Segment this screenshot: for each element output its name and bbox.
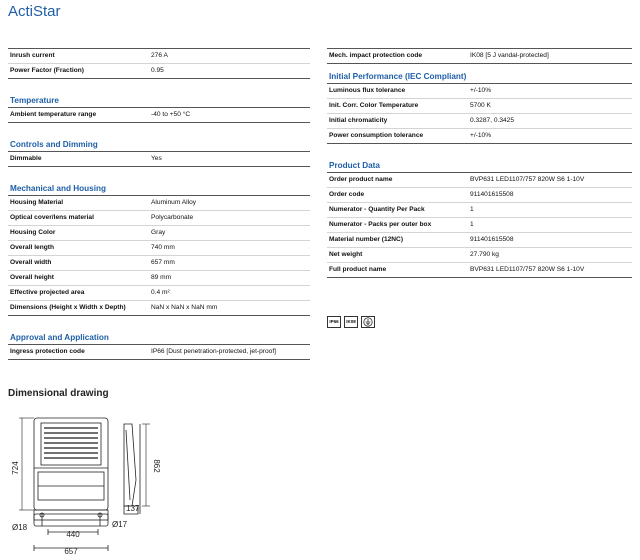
spec-row <box>8 196 310 211</box>
section-approval: Approval and Application <box>8 331 310 345</box>
dimensional-drawing <box>8 410 188 560</box>
spec-row <box>327 248 632 263</box>
spec-row <box>8 271 310 286</box>
inner-width-label: 440 <box>66 530 80 539</box>
spec-key: Init. Corr. Color Temperature <box>327 99 468 114</box>
spec-key: Housing Color <box>8 226 149 241</box>
section-performance: Initial Performance (IEC Compliant) <box>327 70 632 84</box>
side-view <box>124 424 140 514</box>
spec-value: 27.790 kg <box>468 248 632 263</box>
spec-key: Luminous flux tolerance <box>327 84 468 99</box>
hole1-label: Ø18 <box>12 523 28 532</box>
spec-key: Overall height <box>8 271 149 286</box>
height-label: 724 <box>11 461 20 475</box>
spec-key: Material number (12NC) <box>327 233 468 248</box>
temperature-table <box>8 108 310 123</box>
hole2-label: Ø17 <box>112 520 128 529</box>
spec-value: 1 <box>468 203 632 218</box>
mechanical-table <box>8 196 310 316</box>
spec-row <box>327 203 632 218</box>
spec-row <box>327 49 632 64</box>
spec-key: Power consumption tolerance <box>327 129 468 144</box>
spec-key: Power Factor (Fraction) <box>8 64 149 79</box>
spec-key: Net weight <box>327 248 468 263</box>
spec-value: +/-10% <box>468 129 632 144</box>
depth-label: 137 <box>126 504 140 513</box>
section-controls: Controls and Dimming <box>8 138 310 152</box>
width-label: 657 <box>64 547 78 555</box>
spec-row <box>8 64 310 79</box>
spec-value: +/-10% <box>468 84 632 99</box>
spec-key: Housing Material <box>8 196 149 211</box>
spec-row <box>327 263 632 278</box>
spec-row <box>327 173 632 188</box>
section-temperature: Temperature <box>8 94 310 108</box>
spec-row <box>8 256 310 271</box>
front-view <box>34 418 108 520</box>
spec-value: -40 to +50 °C <box>149 108 310 123</box>
spec-value: 657 mm <box>149 256 310 271</box>
spec-value: Aluminum Alloy <box>149 196 310 211</box>
spec-key: Optical cover/lens material <box>8 211 149 226</box>
spec-row <box>8 211 310 226</box>
section-mechanical: Mechanical and Housing <box>8 182 310 196</box>
spec-key: Order code <box>327 188 468 203</box>
spec-row <box>327 114 632 129</box>
spec-row <box>8 241 310 256</box>
left-column <box>8 48 310 360</box>
spec-value: BVP631 LED1107/757 820W S6 1-10V <box>468 173 632 188</box>
spec-row <box>327 99 632 114</box>
spec-row <box>327 233 632 248</box>
impact-table <box>327 49 632 64</box>
spec-row <box>327 129 632 144</box>
ik08-icon: IK08 <box>344 316 358 328</box>
spec-key: Initial chromaticity <box>327 114 468 129</box>
spec-value: 276 A <box>149 49 310 64</box>
spec-key: Effective projected area <box>8 286 149 301</box>
spec-value: BVP631 LED1107/757 820W S6 1-10V <box>468 263 632 278</box>
right-column <box>327 48 632 278</box>
certification-icons <box>327 316 375 328</box>
spec-value: 911401615508 <box>468 188 632 203</box>
earth-icon <box>361 316 375 328</box>
spec-row <box>8 226 310 241</box>
page-title: ActiStar <box>8 3 61 20</box>
spec-key: Dimmable <box>8 152 149 167</box>
product-table <box>327 173 632 278</box>
dimensional-drawing-title: Dimensional drawing <box>8 388 109 399</box>
spec-value: 1 <box>468 218 632 233</box>
spec-value: 740 mm <box>149 241 310 256</box>
spec-value: 5700 K <box>468 99 632 114</box>
section-product: Product Data <box>327 159 632 173</box>
electrical-table <box>8 49 310 79</box>
spec-row <box>8 301 310 316</box>
spec-row <box>8 286 310 301</box>
spec-key: Numerator - Packs per outer box <box>327 218 468 233</box>
spec-value: 0.95 <box>149 64 310 79</box>
spec-row <box>8 49 310 64</box>
side-height-label: 862 <box>152 459 161 473</box>
spec-value: 89 mm <box>149 271 310 286</box>
spec-row <box>327 84 632 99</box>
spec-key: Mech. impact protection code <box>327 49 468 64</box>
controls-table <box>8 152 310 167</box>
ip66-icon: IP66 <box>327 316 341 328</box>
approval-table <box>8 345 310 360</box>
spec-value: 0.4 m² <box>149 286 310 301</box>
spec-key: Overall length <box>8 241 149 256</box>
spec-row <box>8 345 310 360</box>
spec-value: Polycarbonate <box>149 211 310 226</box>
spec-value: NaN x NaN x NaN mm <box>149 301 310 316</box>
spec-value: 911401615508 <box>468 233 632 248</box>
spec-value: IK08 [5 J vandal-protected] <box>468 49 632 64</box>
spec-value: Gray <box>149 226 310 241</box>
spec-value: 0.3287, 0.3425 <box>468 114 632 129</box>
spec-key: Order product name <box>327 173 468 188</box>
spec-value: IP66 [Dust penetration-protected, jet-proof] <box>149 345 310 360</box>
spec-row <box>8 108 310 123</box>
spec-key: Ambient temperature range <box>8 108 149 123</box>
spec-key: Ingress protection code <box>8 345 149 360</box>
spec-value: Yes <box>149 152 310 167</box>
spec-key: Full product name <box>327 263 468 278</box>
spec-key: Numerator - Quantity Per Pack <box>327 203 468 218</box>
spec-key: Dimensions (Height x Width x Depth) <box>8 301 149 316</box>
spec-key: Overall width <box>8 256 149 271</box>
spec-row <box>327 218 632 233</box>
performance-table <box>327 84 632 144</box>
spec-key: Inrush current <box>8 49 149 64</box>
spec-row <box>327 188 632 203</box>
spec-row <box>8 152 310 167</box>
